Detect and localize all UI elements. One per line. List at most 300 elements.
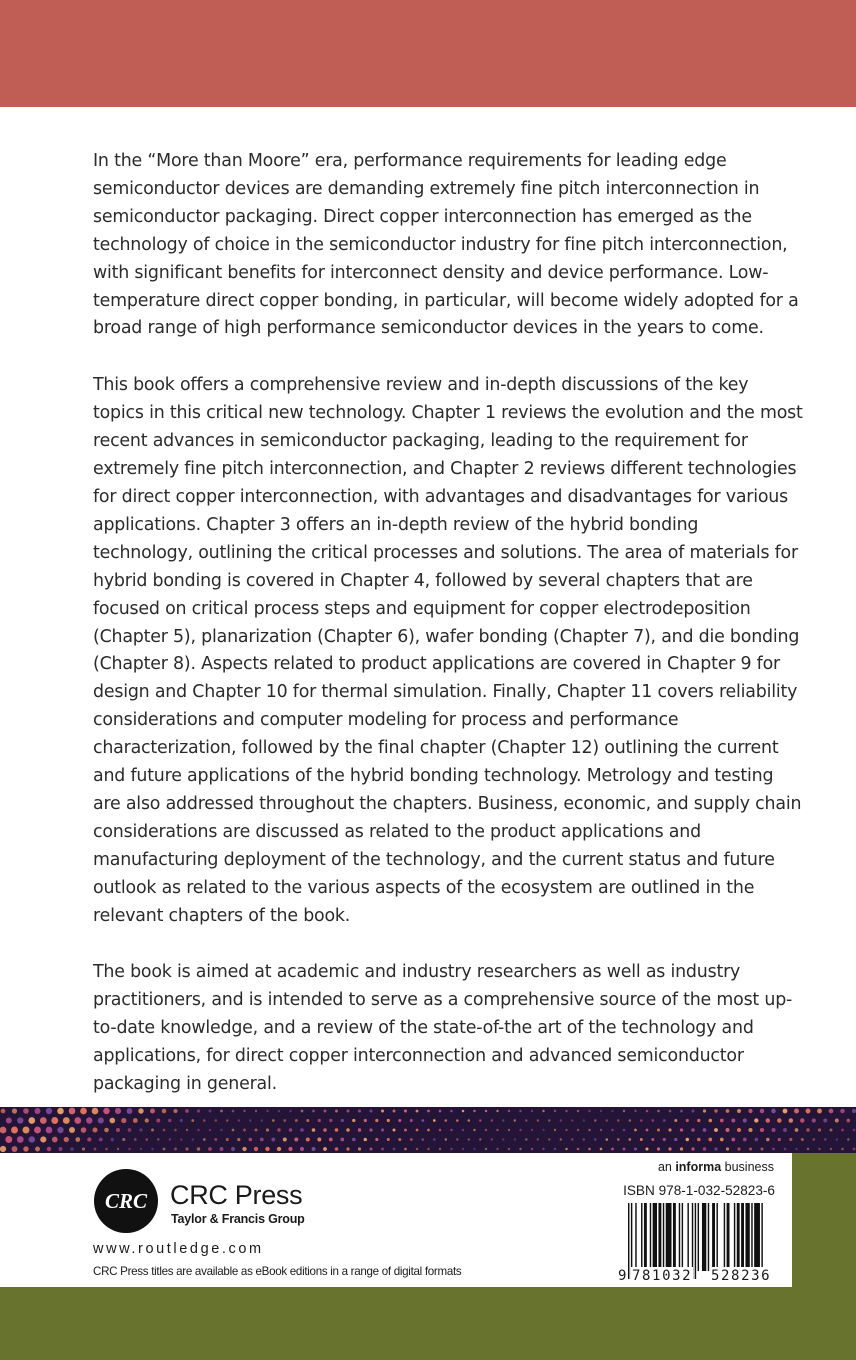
decorative-dot	[577, 1110, 579, 1112]
decorative-dot	[748, 1128, 752, 1132]
blurb-paragraph-2: This book offers a comprehensive review and in-depth discussions of the key topics in this critical new technology. Chapter 1 reviews the evolution and the most recent advances in semiconductor packaging, leading to the requirement for extremely fine pitch interconnection, and Chapter 2 reviews different technologies for direct copper interconnection, with advantages and disadvantages for various applications. Chapter 3 offers an in-depth review of the hybrid bonding technology, outlining the critical processes and solutions. The area of materials for hybrid bonding is covered in Chapter 4, followed by several chapters that are focused on critical process steps and equipment for copper electrodeposition (Chapter 5), planarization (Chapter 6), wafer bonding (Chapter 7), and die bonding (Chapter 8). Aspects related to product applications are covered in Chapter 9 for design and Chapter 10 for thermal simulation. Finally, Chapter 11 covers reliability considerations and computer modeling for process and performance characterization, followed by the final chapter (Chapter 12) outlining the current and future applications of the hybrid bonding technology. Metrology and testing are also addressed throughout the chapters. Business, economic, and supply chain considerations are discussed as related to the product applications and manufacturing deployment of the technology, and the current status and future outlook as related to the various aspects of the ecosystem are outlined in the relevant chapters of the book.	[93, 375, 803, 926]
decorative-dot	[381, 1110, 384, 1113]
barcode-bar	[727, 1203, 730, 1271]
decorative-dot	[254, 1147, 258, 1151]
decorative-dot	[220, 1110, 223, 1113]
decorative-dot	[64, 1137, 69, 1142]
decorative-dot	[829, 1128, 832, 1131]
decorative-dot	[364, 1138, 367, 1141]
decorative-dot	[242, 1147, 246, 1151]
decorative-dot	[565, 1110, 567, 1112]
decorative-dot	[571, 1138, 573, 1140]
decorative-dot	[265, 1147, 269, 1151]
decorative-dot	[104, 1128, 109, 1133]
decorative-dot	[318, 1119, 321, 1122]
decorative-dot	[57, 1127, 63, 1133]
decorative-dot	[812, 1138, 815, 1141]
decorative-dot	[657, 1147, 660, 1150]
decorative-dot	[416, 1129, 419, 1132]
decorative-dot	[789, 1138, 792, 1141]
decorative-dot	[554, 1110, 556, 1112]
decorative-dot	[226, 1119, 228, 1121]
decorative-dot	[588, 1110, 590, 1112]
decorative-dot	[456, 1119, 459, 1122]
decorative-dot	[760, 1109, 764, 1113]
barcode-left-group: 781032	[632, 1268, 693, 1284]
decorative-dot	[783, 1128, 787, 1132]
decorative-dot	[278, 1110, 280, 1112]
decorative-dot	[617, 1119, 619, 1121]
barcode-bar	[745, 1203, 749, 1271]
decorative-dot	[393, 1110, 396, 1113]
decorative-dot	[346, 1128, 350, 1132]
decorative-dot	[416, 1148, 419, 1151]
decorative-dot	[288, 1147, 292, 1151]
decorative-dot	[726, 1128, 730, 1132]
decorative-dot	[548, 1119, 550, 1121]
decorative-dot	[209, 1110, 212, 1113]
decorative-dot	[128, 1148, 130, 1150]
decorative-dot	[381, 1148, 384, 1151]
decorative-dot	[674, 1119, 677, 1122]
decorative-dot	[74, 1117, 81, 1124]
decorative-dot	[657, 1110, 660, 1113]
decorative-dot	[778, 1138, 781, 1141]
decorative-dot	[565, 1148, 567, 1150]
crc-press-logo	[93, 1168, 159, 1234]
decorative-dot	[323, 1147, 327, 1151]
decorative-dot	[410, 1119, 413, 1122]
decorative-dot	[358, 1128, 361, 1131]
decorative-dot	[40, 1136, 46, 1142]
decorative-dot	[283, 1138, 287, 1142]
decorative-dot	[760, 1128, 764, 1132]
decorative-dot	[34, 1108, 40, 1114]
decorative-dot	[789, 1118, 794, 1123]
decorative-dot	[663, 1138, 666, 1141]
decorative-dot	[824, 1138, 827, 1141]
barcode-bar	[734, 1203, 735, 1271]
decorative-dot	[577, 1129, 579, 1131]
barcode-bar	[631, 1203, 632, 1279]
decorative-dot	[847, 1138, 849, 1140]
decorative-dot	[726, 1147, 729, 1150]
decorative-dot	[709, 1119, 713, 1123]
decorative-dot	[404, 1129, 407, 1132]
decorative-dot	[663, 1119, 666, 1122]
barcode-bar	[673, 1203, 676, 1271]
decorative-dot	[737, 1128, 741, 1132]
decorative-dot	[560, 1138, 562, 1140]
decorative-dot	[795, 1148, 798, 1151]
decorative-dot	[255, 1110, 257, 1112]
decorative-dot	[606, 1119, 608, 1121]
decorative-dot	[462, 1129, 464, 1131]
decorative-dot	[28, 1117, 35, 1124]
decorative-dot	[846, 1119, 850, 1123]
decorative-dot	[611, 1129, 614, 1132]
decorative-dot	[117, 1148, 119, 1150]
decorative-dot	[427, 1148, 429, 1150]
decorative-dot	[519, 1110, 521, 1112]
decorative-dot	[754, 1138, 758, 1142]
decorative-dot	[772, 1148, 775, 1151]
decorative-dot	[387, 1138, 390, 1141]
decorative-dot	[301, 1110, 304, 1113]
decorative-dot	[151, 1129, 154, 1132]
decorative-dot	[519, 1129, 521, 1131]
decorative-dot	[105, 1148, 108, 1151]
decorative-dot	[295, 1119, 298, 1122]
barcode-bar	[666, 1203, 672, 1271]
barcode-bars	[618, 1203, 790, 1285]
decorative-dot-strip	[0, 1107, 856, 1153]
decorative-dot	[743, 1138, 747, 1142]
decorative-dot	[496, 1148, 498, 1150]
decorative-dot	[720, 1138, 724, 1142]
decorative-dot	[444, 1119, 447, 1122]
decorative-dot	[519, 1148, 521, 1150]
decorative-dot	[571, 1119, 573, 1121]
decorative-dot	[748, 1109, 752, 1113]
crc-logo-text: CRC	[104, 1189, 148, 1213]
decorative-dot	[800, 1118, 804, 1122]
decorative-dot	[185, 1109, 189, 1113]
decorative-dot	[226, 1138, 229, 1141]
decorative-dot	[491, 1119, 493, 1121]
decorative-dot	[364, 1119, 367, 1122]
decorative-dot	[646, 1129, 649, 1132]
dot-pattern-graphic	[0, 1107, 856, 1153]
decorative-dot	[139, 1128, 142, 1131]
barcode-bar	[712, 1203, 715, 1271]
barcode-bar	[708, 1203, 709, 1271]
decorative-dot	[588, 1129, 590, 1131]
decorative-dot	[703, 1147, 706, 1150]
decorative-dot	[583, 1119, 585, 1121]
decorative-dot	[651, 1138, 654, 1141]
decorative-dot	[812, 1118, 816, 1122]
decorative-dot	[583, 1138, 585, 1140]
decorative-dot	[300, 1147, 304, 1151]
decorative-dot	[514, 1138, 516, 1140]
decorative-dot	[853, 1148, 856, 1151]
decorative-dot	[98, 1117, 104, 1123]
decorative-dot	[398, 1119, 401, 1122]
barcode-bar	[644, 1203, 647, 1271]
decorative-dot	[173, 1109, 177, 1113]
decorative-dot	[410, 1138, 413, 1141]
decorative-dot	[485, 1110, 487, 1112]
informa-business-tagline	[658, 1160, 774, 1175]
decorative-dot	[168, 1119, 172, 1123]
decorative-dot	[46, 1127, 53, 1134]
decorative-dot	[806, 1109, 811, 1114]
barcode-bar	[702, 1203, 706, 1271]
decorative-dot	[720, 1119, 724, 1123]
decorative-dot	[35, 1147, 40, 1152]
decorative-dot	[277, 1147, 281, 1151]
decorative-dot	[12, 1108, 17, 1113]
decorative-dot	[174, 1129, 177, 1132]
decorative-dot	[772, 1128, 776, 1132]
decorative-dot	[324, 1110, 327, 1113]
decorative-dot	[185, 1147, 188, 1150]
barcode-bar	[698, 1203, 699, 1271]
decorative-dot	[203, 1119, 206, 1122]
barcode-first-digit: 9	[618, 1268, 627, 1284]
decorative-dot	[370, 1148, 373, 1151]
decorative-dot	[266, 1128, 269, 1131]
decorative-dot	[450, 1129, 453, 1132]
decorative-dot	[237, 1138, 240, 1141]
decorative-dot	[473, 1129, 475, 1131]
decorative-dot	[69, 1108, 76, 1115]
decorative-dot	[611, 1148, 614, 1151]
decorative-dot	[369, 1109, 372, 1112]
decorative-dot	[714, 1147, 717, 1150]
decorative-dot	[140, 1148, 142, 1150]
decorative-dot	[542, 1148, 544, 1150]
barcode-bar	[641, 1203, 642, 1271]
decorative-dot	[731, 1138, 735, 1142]
decorative-dot	[594, 1138, 597, 1141]
decorative-dot	[69, 1127, 75, 1133]
decorative-dot	[393, 1148, 396, 1151]
decorative-dot	[312, 1128, 316, 1132]
decorative-dot	[94, 1148, 97, 1151]
publisher-group: Taylor & Francis Group	[171, 1212, 305, 1226]
decorative-dot	[554, 1129, 556, 1131]
decorative-dot	[840, 1109, 845, 1114]
decorative-dot	[70, 1147, 74, 1151]
decorative-dot	[347, 1110, 350, 1113]
decorative-dot	[81, 1127, 87, 1133]
decorative-dot	[335, 1147, 339, 1151]
decorative-dot	[381, 1128, 384, 1131]
decorative-dot	[577, 1148, 580, 1151]
decorative-dot	[640, 1119, 643, 1122]
barcode-bar	[635, 1203, 636, 1271]
decorative-dot	[829, 1109, 834, 1114]
decorative-dot	[491, 1138, 493, 1140]
decorative-dot	[289, 1128, 293, 1132]
decorative-dot	[294, 1138, 298, 1142]
decorative-dot	[23, 1108, 29, 1114]
decorative-dot	[133, 1118, 138, 1123]
decorative-dot	[192, 1138, 195, 1141]
decorative-dot	[761, 1148, 764, 1151]
decorative-dot	[128, 1128, 132, 1132]
decorative-dot	[852, 1109, 856, 1113]
decorative-dot	[80, 1108, 87, 1115]
decorative-dot	[103, 1108, 109, 1114]
decorative-dot	[358, 1147, 361, 1150]
decorative-dot	[823, 1118, 827, 1122]
barcode-bar	[687, 1203, 688, 1271]
decorative-dot	[623, 1129, 626, 1132]
blurb-paragraph-3: The book is aimed at academic and industry researchers as well as industry practitioners, and is intended to serve as a comprehensive source of the most up-to-date knowledge, and a review of the state-of-the art of the technology and applications, for direct copper interconnection and advanced semiconductor packaging in general.	[93, 962, 793, 1095]
decorative-dot	[23, 1127, 30, 1134]
decorative-dot	[754, 1118, 758, 1122]
decorative-dot	[109, 1118, 115, 1124]
decorative-dot	[191, 1119, 194, 1122]
decorative-dot	[358, 1109, 361, 1112]
decorative-dot	[634, 1110, 636, 1112]
isbn-label: ISBN 978-1-032-52823-6	[623, 1183, 775, 1198]
decorative-dot	[220, 1147, 224, 1151]
decorative-dot	[260, 1138, 264, 1142]
decorative-dot	[398, 1138, 401, 1141]
decorative-dot	[393, 1129, 396, 1132]
decorative-dot	[468, 1138, 470, 1140]
decorative-dot	[346, 1147, 349, 1150]
decorative-dot	[439, 1129, 442, 1132]
decorative-dot	[163, 1129, 166, 1132]
decorative-dot	[243, 1110, 245, 1112]
decorative-dot	[404, 1148, 407, 1151]
decorative-dot	[277, 1128, 280, 1131]
barcode-bar	[628, 1203, 629, 1279]
top-color-band	[0, 0, 856, 107]
decorative-dot	[594, 1119, 596, 1121]
decorative-dot	[163, 1148, 166, 1151]
barcode-bar	[761, 1203, 762, 1279]
decorative-dot	[841, 1129, 844, 1132]
decorative-dot	[817, 1109, 822, 1114]
decorative-dot	[145, 1118, 149, 1122]
decorative-dot	[421, 1119, 424, 1122]
decorative-dot	[369, 1128, 372, 1131]
decorative-dot	[703, 1109, 706, 1112]
decorative-dot	[23, 1146, 28, 1151]
decorative-dot	[680, 1147, 683, 1150]
decorative-dot	[341, 1119, 344, 1122]
decorative-dot	[450, 1110, 453, 1113]
decorative-dot	[283, 1119, 286, 1122]
decorative-dot	[508, 1148, 510, 1150]
decorative-dot	[708, 1138, 712, 1142]
decorative-dot	[737, 1147, 740, 1150]
decorative-dot	[12, 1146, 18, 1152]
decorative-dot	[456, 1138, 458, 1140]
publisher-website[interactable]: www.routledge.com	[93, 1241, 264, 1257]
decorative-dot	[692, 1110, 695, 1113]
decorative-dot	[63, 1117, 70, 1124]
decorative-dot	[47, 1147, 51, 1151]
decorative-dot	[542, 1129, 544, 1131]
barcode-bar	[737, 1203, 740, 1271]
decorative-dot	[375, 1138, 378, 1141]
decorative-dot	[623, 1110, 625, 1112]
publisher-name: CRC Press	[170, 1180, 303, 1210]
decorative-dot	[691, 1128, 695, 1132]
decorative-dot	[836, 1138, 839, 1141]
decorative-dot	[59, 1147, 63, 1151]
decorative-dot	[801, 1138, 804, 1141]
decorative-dot	[485, 1148, 487, 1150]
decorative-dot	[794, 1109, 799, 1114]
decorative-dot	[416, 1110, 419, 1113]
decorative-dot	[312, 1110, 315, 1113]
decorative-dot	[306, 1138, 310, 1142]
decorative-dot	[186, 1129, 188, 1131]
decorative-dot	[232, 1129, 235, 1132]
decorative-dot	[312, 1147, 316, 1151]
decorative-dot	[508, 1129, 510, 1131]
decorative-dot	[508, 1110, 510, 1112]
decorative-dot	[300, 1128, 304, 1132]
decorative-dot	[150, 1109, 155, 1114]
decorative-dot	[208, 1147, 212, 1151]
decorative-dot	[473, 1148, 475, 1150]
decorative-dot	[525, 1119, 527, 1121]
decorative-dot	[714, 1109, 717, 1112]
decorative-dot	[691, 1147, 694, 1150]
decorative-dot	[634, 1129, 637, 1132]
blurb-paragraph-1: In the “More than Moore” era, performance requirements for leading edge semiconductor devices are demanding extremely fine pitch interconnection in semiconductor packaging. Direct copper interconnection has emerged as the technology of choice in the semiconductor industry for fine pitch interconnection, with significant benefits for interconnect density and device performance. Low-temperature direct copper bonding, in particular, will become widely adopted for a broad range of high performance semiconductor devices in the years to come.	[93, 151, 799, 339]
decorative-dot	[375, 1119, 378, 1122]
decorative-dot	[266, 1110, 268, 1112]
decorative-dot	[669, 1110, 672, 1113]
decorative-dot	[0, 1146, 6, 1152]
decorative-dot	[169, 1138, 171, 1140]
decorative-dot	[565, 1129, 567, 1131]
decorative-dot	[731, 1119, 735, 1123]
decorative-dot	[215, 1119, 217, 1121]
decorative-dot	[203, 1138, 206, 1141]
decorative-dot	[806, 1128, 810, 1132]
decorative-dot	[404, 1110, 407, 1113]
ebook-availability-note: CRC Press titles are available as eBook editions in a range of digital formats	[93, 1265, 462, 1278]
bottom-color-band	[0, 1287, 856, 1360]
decorative-dot	[138, 1108, 143, 1113]
decorative-dot	[479, 1138, 481, 1140]
decorative-dot	[427, 1110, 430, 1113]
decorative-dot	[651, 1119, 654, 1122]
decorative-dot	[174, 1148, 177, 1151]
decorative-dot	[502, 1119, 504, 1121]
decorative-dot	[514, 1119, 516, 1121]
decorative-dot	[243, 1129, 246, 1132]
decorative-dot	[674, 1138, 677, 1141]
decorative-dot	[479, 1119, 481, 1121]
decorative-dot	[272, 1119, 275, 1122]
barcode-bar	[741, 1203, 744, 1271]
decorative-dot	[271, 1138, 275, 1142]
decorative-dot	[433, 1119, 436, 1122]
decorative-dot	[657, 1128, 660, 1131]
decorative-dot	[496, 1110, 498, 1112]
decorative-dot	[462, 1110, 465, 1113]
decorative-dot	[439, 1148, 441, 1150]
decorative-dot	[525, 1138, 527, 1140]
decorative-dot	[82, 1147, 85, 1150]
decorative-dot	[783, 1109, 788, 1114]
decorative-dot	[197, 1129, 199, 1131]
decorative-dot	[156, 1119, 160, 1123]
barcode-bar	[682, 1203, 683, 1271]
decorative-dot	[548, 1138, 550, 1140]
decorative-dot	[766, 1118, 770, 1122]
decorative-dot	[329, 1119, 332, 1122]
decorative-dot	[134, 1138, 137, 1141]
decorative-dot	[197, 1109, 200, 1112]
decorative-dot	[249, 1119, 251, 1121]
decorative-dot	[600, 1129, 602, 1131]
decorative-dot	[249, 1138, 253, 1142]
decorative-dot	[335, 1128, 339, 1132]
